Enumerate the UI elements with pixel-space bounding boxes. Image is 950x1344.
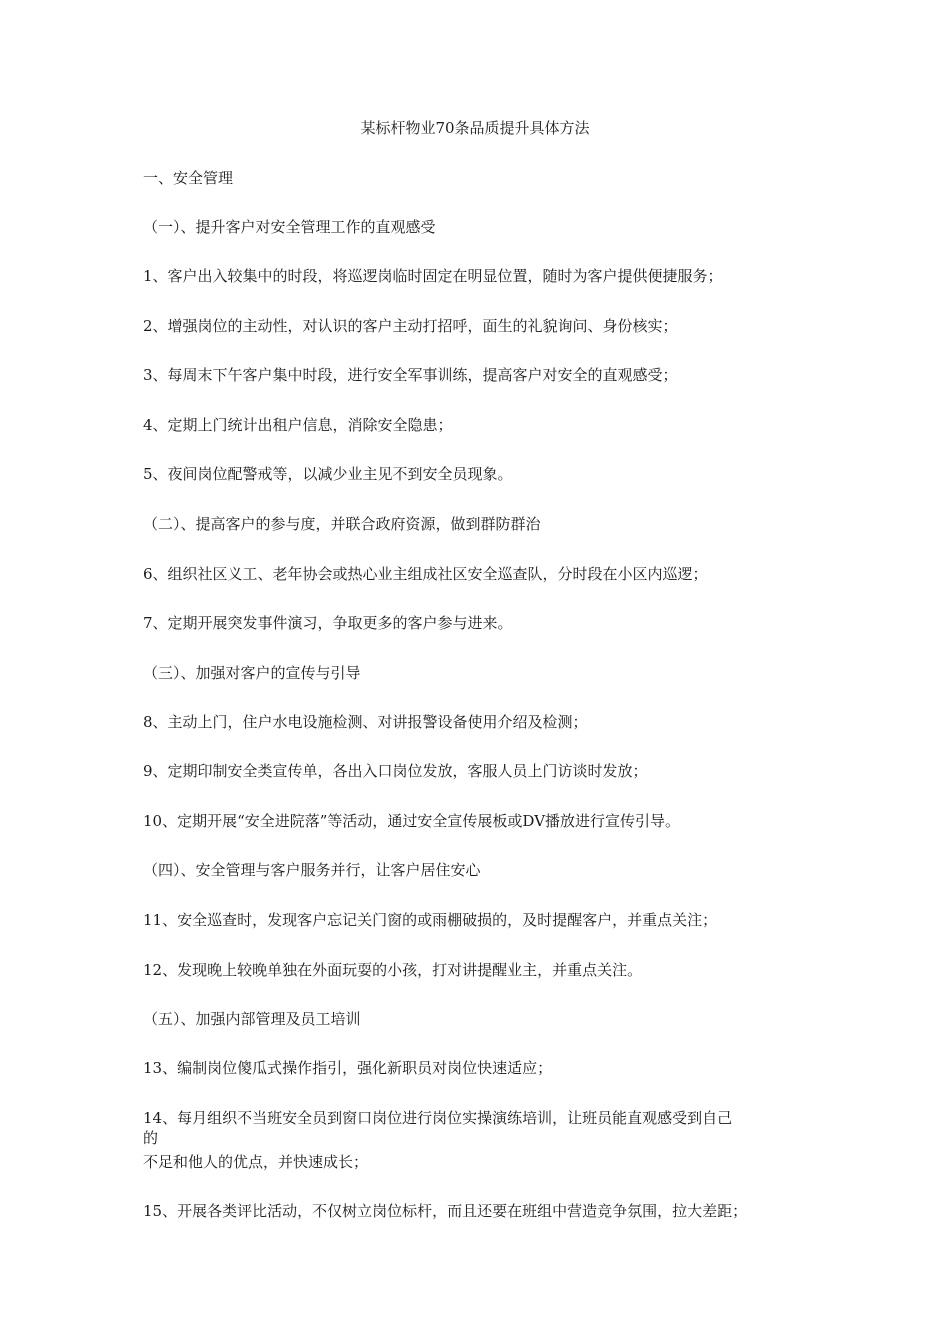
list-item: 1、客户出入较集中的时段，将巡逻岗临时固定在明显位置，随时为客户提供便捷服务； bbox=[143, 267, 723, 285]
subsection-heading: （五）、加强内部管理及员工培训 bbox=[143, 1010, 361, 1028]
list-item: 4、定期上门统计出租户信息，消除安全隐患； bbox=[143, 416, 453, 434]
list-item: 2、增强岗位的主动性，对认识的客户主动打招呼，面生的礼貌询问、身份核实； bbox=[143, 317, 678, 335]
subsection-heading: （三）、加强对客户的宣传与引导 bbox=[143, 664, 361, 682]
list-item: 3、每周末下午客户集中时段，进行安全军事训练，提高客户对安全的直观感受； bbox=[143, 366, 678, 384]
list-item: 11、安全巡查时，发现客户忘记关门窗的或雨棚破损的，及时提醒客户，并重点关注； bbox=[143, 911, 718, 929]
subsection-heading: （四）、安全管理与客户服务并行，让客户居住安心 bbox=[143, 861, 481, 879]
list-item-continuation: 的 bbox=[143, 1129, 159, 1147]
section-heading: 一、安全管理 bbox=[143, 169, 234, 187]
list-item: 13、编制岗位傻瓜式操作指引，强化新职员对岗位快速适应； bbox=[143, 1059, 553, 1077]
list-item: 5、夜间岗位配警戒等，以减少业主见不到安全员现象。 bbox=[143, 465, 513, 483]
list-item: 15、开展各类评比活动，不仅树立岗位标杆，而且还要在班组中营造竞争氛围，拉大差距； bbox=[143, 1202, 748, 1220]
list-item: 7、定期开展突发事件演习，争取更多的客户参与进来。 bbox=[143, 614, 513, 632]
document-title: 某标杆物业70条品质提升具体方法 bbox=[360, 119, 590, 137]
list-item: 6、组织社区义工、老年协会或热心业主组成社区安全巡查队，分时段在小区内巡逻； bbox=[143, 565, 708, 583]
list-item-continuation: 不足和他人的优点，并快速成长； bbox=[143, 1153, 369, 1171]
list-item: 12、发现晚上较晚单独在外面玩耍的小孩，打对讲提醒业主，并重点关注。 bbox=[143, 961, 643, 979]
subsection-heading: （一）、提升客户对安全管理工作的直观感受 bbox=[143, 218, 436, 236]
list-item: 9、定期印制安全类宣传单，各出入口岗位发放，客服人员上门访谈时发放； bbox=[143, 762, 648, 780]
list-item: 10、定期开展“安全进院落”等活动，通过安全宣传展板或DV播放进行宣传引导。 bbox=[143, 812, 681, 830]
list-item: 14、每月组织不当班安全员到窗口岗位进行岗位实操演练培训，让班员能直观感受到自己 bbox=[143, 1109, 733, 1127]
list-item: 8、主动上门，住户水电设施检测、对讲报警设备使用介绍及检测； bbox=[143, 713, 588, 731]
subsection-heading: （二）、提高客户的参与度，并联合政府资源，做到群防群治 bbox=[143, 515, 541, 533]
